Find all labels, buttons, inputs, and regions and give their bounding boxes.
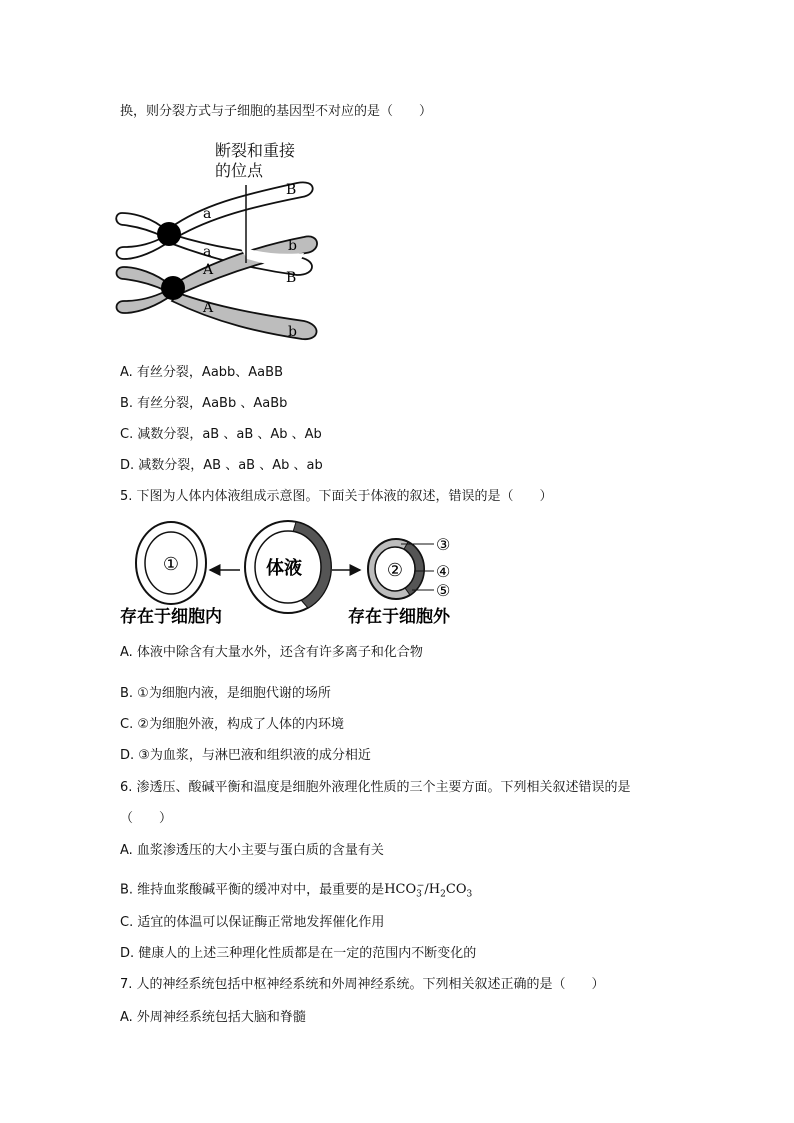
circle-label-1: ① bbox=[162, 554, 180, 575]
q4-option-b: B. 有丝分裂，AaBb 、AaBb bbox=[120, 396, 288, 411]
q6-option-a: A. 血浆渗透压的大小主要与蛋白质的含量有关 bbox=[120, 843, 384, 858]
gene-label-B-top: B bbox=[286, 182, 297, 198]
q6-option-b bbox=[120, 877, 472, 904]
callout-label-line2: 的位点 bbox=[215, 161, 264, 180]
circle-label-2: ② bbox=[386, 560, 404, 581]
q5-option-b: B. ①为细胞内液，是细胞代谢的场所 bbox=[120, 686, 331, 701]
gene-label-A-low: A bbox=[203, 300, 214, 316]
q4-option-d: D. 减数分裂，AB 、aB 、Ab 、ab bbox=[120, 458, 323, 473]
q4-option-c: C. 减数分裂，aB 、aB 、Ab 、Ab bbox=[120, 427, 322, 442]
gene-label-a-top: a bbox=[203, 206, 212, 222]
q6-option-c: C. 适宜的体温可以保证酶正常地发挥催化作用 bbox=[120, 915, 385, 930]
caption-extracellular: 存在于细胞外 bbox=[348, 607, 450, 627]
centromere-lower bbox=[161, 276, 185, 300]
q6-option-b-text: B. 维持血浆酸碱平衡的缓冲对中，最重要的是 bbox=[120, 882, 385, 898]
callout-label-line1: 断裂和重接 bbox=[215, 141, 296, 160]
q5-stem: 5. 下图为人体内体液组成示意图。下面关于体液的叙述，错误的是（ ） bbox=[120, 489, 553, 504]
marker-label-4: ④ bbox=[436, 562, 451, 581]
q6-option-b-formula: $HCO_3^-/H_2CO_3$ bbox=[384, 881, 473, 900]
marker-label-5: ⑤ bbox=[436, 581, 451, 600]
marker-label-3: ③ bbox=[436, 535, 451, 554]
q6-option-d: D. 健康人的上述三种理化性质都是在一定的范围内不断变化的 bbox=[120, 946, 477, 961]
gene-label-B-mid: B bbox=[286, 270, 297, 286]
gene-label-b-low: b bbox=[288, 324, 297, 340]
q5-option-a: A. 体液中除含有大量水外，还含有许多离子和化合物 bbox=[120, 645, 423, 660]
q4-option-a: A. 有丝分裂，Aabb、AaBB bbox=[120, 365, 283, 380]
q7-stem: 7. 人的神经系统包括中枢神经系统和外周神经系统。下列相关叙述正确的是（ ） bbox=[120, 977, 605, 992]
caption-intracellular: 存在于细胞内 bbox=[120, 607, 222, 627]
q7-option-a: A. 外周神经系统包括大脑和脊髓 bbox=[120, 1010, 306, 1025]
gene-label-a-mid: a bbox=[203, 244, 212, 260]
q4-stem: 换，则分裂方式与子细胞的基因型不对应的是（ ） bbox=[120, 104, 433, 119]
gene-label-b-mid: b bbox=[288, 238, 297, 254]
q6-stem-paren: （ ） bbox=[120, 811, 173, 826]
centromere-upper bbox=[157, 222, 181, 246]
q5-option-c: C. ②为细胞外液，构成了人体的内环境 bbox=[120, 717, 344, 732]
q6-stem: 6. 渗透压、酸碱平衡和温度是细胞外液理化性质的三个主要方面。下列相关叙述错误的是 bbox=[120, 780, 631, 795]
circle-label-body-fluid: 体液 bbox=[266, 558, 302, 579]
chromosome-crossover-figure bbox=[112, 135, 332, 345]
gene-label-A-mid: A bbox=[203, 262, 214, 278]
q5-option-d: D. ③为血浆，与淋巴液和组织液的成分相近 bbox=[120, 748, 371, 763]
body-fluid-diagram bbox=[118, 518, 468, 630]
